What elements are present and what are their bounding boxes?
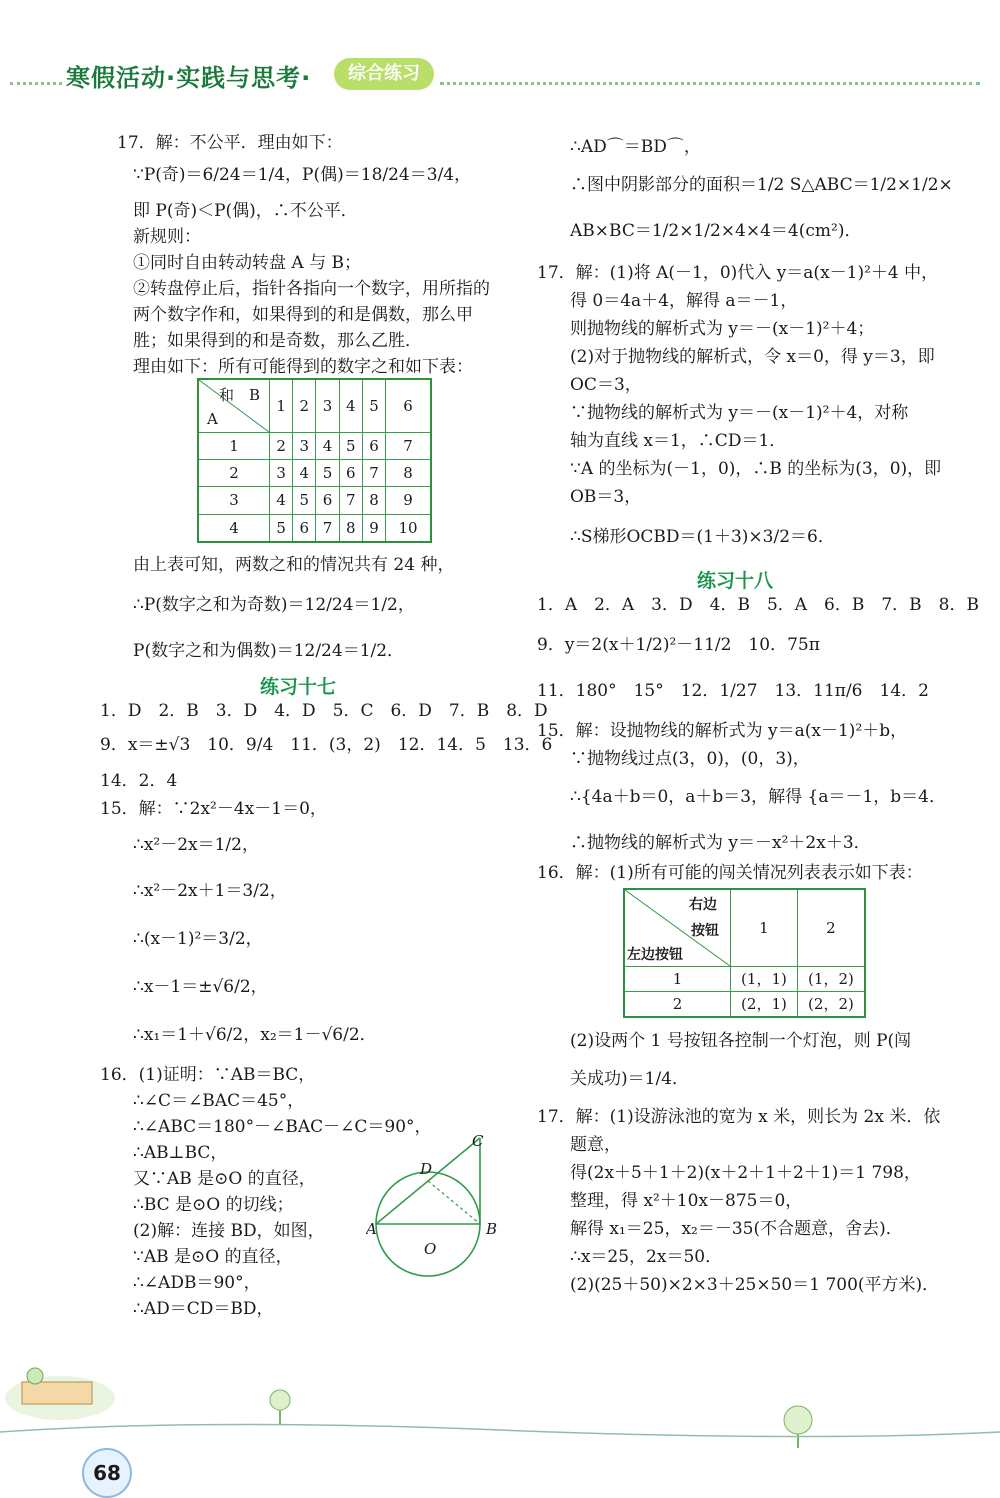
text-line: (2)(25＋50)×2×3＋25×50＝1 700(平方米)． xyxy=(570,1275,940,1295)
text-line: OC＝3， xyxy=(570,375,642,395)
text-line: ∴x＝25，2x＝50． xyxy=(570,1247,723,1267)
house-icon xyxy=(22,1382,92,1404)
header-badge: 综合练习 xyxy=(334,58,434,90)
table-corner-cell xyxy=(198,379,270,433)
table-header-cell: 3 xyxy=(316,379,339,433)
table-cell: 3 xyxy=(270,460,293,487)
text-line: 题意， xyxy=(570,1135,621,1155)
text-line: ∴AD＝CD＝BD， xyxy=(133,1299,274,1319)
text-line: 胜；如果得到的和是奇数，那么乙胜． xyxy=(133,331,422,351)
table-cell: 8 xyxy=(339,514,362,542)
text-line: 得(2x＋5＋1＋2)(x＋2＋1＋2＋1)＝1 798， xyxy=(570,1163,921,1183)
table-cell: (2，2) xyxy=(797,991,865,1017)
corner-mid-label: 按钮 xyxy=(691,923,719,939)
table-header-cell: 4 xyxy=(339,379,362,433)
table-cell: 7 xyxy=(316,514,339,542)
text-line: ∴∠ABC＝180°－∠BAC－∠C＝90°， xyxy=(133,1117,432,1137)
text-line: 17．解：不公平．理由如下： xyxy=(117,133,343,153)
footer-illustration xyxy=(0,1320,1000,1478)
button-table xyxy=(623,888,866,1018)
text-line: 16．解：(1)所有可能的闯关情况列表表示如下表： xyxy=(537,863,923,883)
text-line: ∵AB 是⊙O 的直径， xyxy=(133,1247,293,1267)
label-o: O xyxy=(424,1240,437,1258)
table-cell: 4 xyxy=(316,433,339,460)
text-line: ∴P(数字之和为奇数)＝12/24＝1/2， xyxy=(133,595,415,615)
text-line: 14．2．4 xyxy=(100,771,178,791)
text-line: 轴为直线 x＝1，∴CD＝1． xyxy=(570,431,787,451)
text-line: ∴抛物线的解析式为 y＝－x²＋2x＋3． xyxy=(570,833,871,853)
table-header-cell: 5 xyxy=(362,379,385,433)
text-line: P(数字之和为偶数)＝12/24＝1/2． xyxy=(133,641,405,661)
table-cell: 9 xyxy=(362,514,385,542)
table-row xyxy=(624,991,865,1017)
table-header-cell: 6 xyxy=(386,379,431,433)
text-line: 由上表可知，两数之和的情况共有 24 种， xyxy=(133,555,455,575)
sum-table xyxy=(197,378,432,543)
table-row xyxy=(198,487,431,514)
text-line: 新规则： xyxy=(133,227,201,247)
table-row-label: 1 xyxy=(624,967,731,992)
table-cell: 6 xyxy=(362,433,385,460)
table-row xyxy=(198,514,431,542)
text-line: ∵P(奇)＝6/24＝1/4，P(偶)＝18/24＝3/4， xyxy=(133,165,472,185)
text-line: 16．(1)证明：∵AB＝BC， xyxy=(100,1065,316,1085)
label-c: C xyxy=(472,1132,484,1150)
text-line: OB＝3， xyxy=(570,487,642,507)
text-line: 整理，得 x²＋10x－875＝0， xyxy=(570,1191,803,1211)
text-line: ∴{4a＋b＝0，a＋b＝3，解得 {a＝－1，b＝4． xyxy=(570,787,946,807)
table-cell: 5 xyxy=(270,514,293,542)
table-cell: 4 xyxy=(270,487,293,514)
corner-right-label: 右边 xyxy=(689,897,717,913)
table-row-label: 2 xyxy=(198,460,270,487)
text-line: ∴AB⊥BC， xyxy=(133,1143,228,1163)
text-line: (2)设两个 1 号按钮各控制一个灯泡，则 P(闯 xyxy=(570,1031,912,1051)
table-header-cell: 1 xyxy=(731,889,798,967)
table-row-label: 1 xyxy=(198,433,270,460)
segment-bd xyxy=(428,1181,480,1224)
tree-left-icon xyxy=(27,1368,43,1384)
text-line: (2)对于抛物线的解析式，令 x＝0，得 y＝3，即 xyxy=(570,347,935,367)
section-title-18: 练习十八 xyxy=(697,570,774,592)
table-cell: 9 xyxy=(386,487,431,514)
text-line: 9．y＝2(x＋1/2)²－11/2 10．75π xyxy=(537,635,820,655)
table-row-label: 2 xyxy=(624,991,731,1017)
text-line: 又∵AB 是⊙O 的直径， xyxy=(133,1169,316,1189)
text-line: ∴图中阴影部分的面积＝1/2 S△ABC＝1/2×1/2× xyxy=(570,175,953,195)
table-corner-cell xyxy=(624,889,731,967)
label-d: D xyxy=(420,1160,433,1178)
text-line: AB×BC＝1/2×1/2×4×4＝4(cm²)． xyxy=(570,221,862,241)
text-line: 9．x＝±√3 10．9/4 11．(3，2) 12．14．5 13．6 xyxy=(100,735,553,755)
table-cell: 5 xyxy=(316,460,339,487)
text-line: ∴x₁＝1＋√6/2，x₂＝1－√6/2． xyxy=(133,1025,377,1045)
text-line: ∵抛物线过点(3，0)，(0，3)， xyxy=(570,749,810,769)
text-line: ②转盘停止后，指针各指向一个数字，用所指的 xyxy=(133,279,490,299)
table-cell: 6 xyxy=(316,487,339,514)
text-line: 15．解：∵2x²－4x－1＝0， xyxy=(100,799,327,819)
page-header xyxy=(0,0,1000,120)
label-b: B xyxy=(486,1220,498,1238)
table-header-cell: 2 xyxy=(293,379,316,433)
text-line: ∴AD⌒＝BD⌒， xyxy=(570,137,701,157)
text-line: ∴(x－1)²＝3/2， xyxy=(133,929,263,949)
text-line: ∵抛物线的解析式为 y＝－(x－1)²＋4，对称 xyxy=(570,403,909,423)
text-line: ①同时自由转动转盘 A 与 B； xyxy=(133,253,361,273)
text-line: 1．A 2．A 3．D 4．B 5．A 6．B 7．B 8．B xyxy=(537,595,979,615)
text-line: 11．180° 15° 12．1/27 13．11π/6 14．2 xyxy=(537,681,929,701)
text-line: 得 0＝4a＋4，解得 a＝－1， xyxy=(570,291,798,311)
text-line: 17．解：(1)将 A(－1，0)代入 y＝a(x－1)²＋4 中， xyxy=(537,263,939,283)
table-cell: 8 xyxy=(362,487,385,514)
tree-right-icon xyxy=(784,1406,812,1434)
table-cell: (2，1) xyxy=(731,991,798,1017)
text-line: ∴x²－2x＝1/2， xyxy=(133,835,259,855)
text-line: 15．解：设抛物线的解析式为 y＝a(x－1)²＋b， xyxy=(537,721,908,741)
table-cell: 7 xyxy=(339,487,362,514)
corner-left-label: 左边按钮 xyxy=(627,947,683,963)
corner-bottom-label: A xyxy=(207,410,218,428)
table-cell: 8 xyxy=(386,460,431,487)
page-number: 68 xyxy=(82,1448,132,1498)
table-row xyxy=(624,889,865,967)
text-line: ∴∠C＝∠BAC＝45°， xyxy=(133,1091,305,1111)
table-cell: 2 xyxy=(270,433,293,460)
text-line: ∵A 的坐标为(－1，0)，∴B 的坐标为(3，0)，即 xyxy=(570,459,942,479)
header-title: 寒假活动·实践与思考· xyxy=(66,64,312,92)
text-line: 解得 x₁＝25，x₂＝－35(不合题意，舍去)． xyxy=(570,1219,903,1239)
circle-figure xyxy=(366,1130,506,1290)
table-cell: 3 xyxy=(293,433,316,460)
table-row-label: 3 xyxy=(198,487,270,514)
text-line: 1．D 2．B 3．D 4．D 5．C 6．D 7．B 8．D xyxy=(100,701,548,721)
text-line: ∴x²－2x＋1＝3/2， xyxy=(133,881,287,901)
text-line: 17．解：(1)设游泳池的宽为 x 米，则长为 2x 米．依 xyxy=(537,1107,941,1127)
table-cell: 6 xyxy=(293,514,316,542)
header-dots-right xyxy=(440,82,980,85)
text-line: 即 P(奇)＜P(偶)，∴不公平． xyxy=(133,201,358,221)
table-header-cell: 2 xyxy=(797,889,865,967)
text-line: ∴BC 是⊙O 的切线； xyxy=(133,1195,294,1215)
text-line: (2)解：连接 BD，如图， xyxy=(133,1221,325,1241)
table-row-label: 4 xyxy=(198,514,270,542)
text-line: 则抛物线的解析式为 y＝－(x－1)²＋4； xyxy=(570,319,875,339)
text-line: ∴x－1＝±√6/2， xyxy=(133,977,268,997)
table-row xyxy=(624,967,865,992)
text-line: 关成功)＝1/4． xyxy=(570,1069,689,1089)
table-cell: 6 xyxy=(339,460,362,487)
table-cell: 10 xyxy=(386,514,431,542)
label-a: A xyxy=(366,1220,377,1238)
header-dots-left xyxy=(10,82,62,85)
table-cell: (1，2) xyxy=(797,967,865,992)
table-cell: 5 xyxy=(339,433,362,460)
table-cell: 7 xyxy=(386,433,431,460)
table-cell: 4 xyxy=(293,460,316,487)
text-line: ∴∠ADB＝90°， xyxy=(133,1273,261,1293)
table-cell: (1，1) xyxy=(731,967,798,992)
table-row xyxy=(198,379,431,433)
tree-mid-icon xyxy=(270,1390,290,1410)
table-header-cell: 1 xyxy=(270,379,293,433)
table-row xyxy=(198,433,431,460)
table-cell: 5 xyxy=(293,487,316,514)
table-cell: 7 xyxy=(362,460,385,487)
text-line: ∴S梯形OCBD＝(1＋3)×3/2＝6． xyxy=(570,527,835,547)
section-title-17: 练习十七 xyxy=(260,676,337,698)
text-line: 理由如下：所有可能得到的数字之和如下表： xyxy=(133,357,473,377)
footer-bg xyxy=(0,1320,1000,1478)
table-row xyxy=(198,460,431,487)
corner-top-label: 和 B xyxy=(219,386,261,404)
text-line: 两个数字作和，如果得到的和是偶数，那么甲 xyxy=(133,305,473,325)
